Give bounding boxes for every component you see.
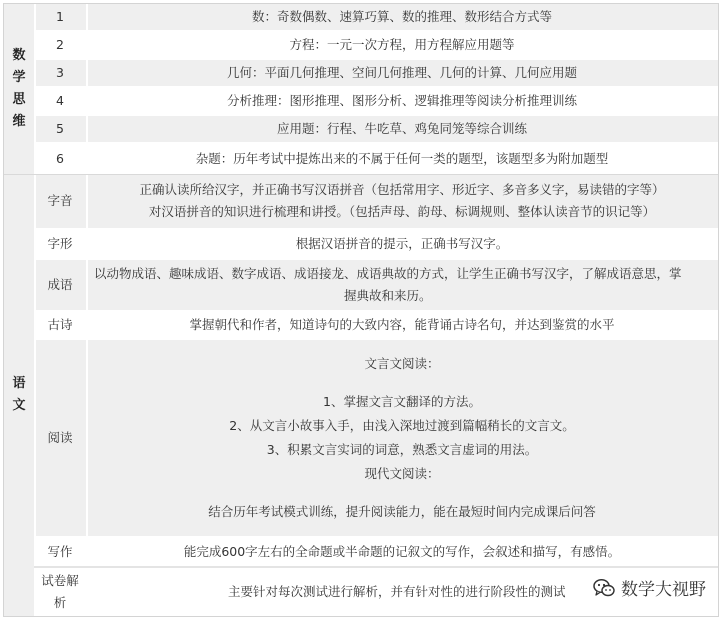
- modern-reading-text: 结合历年考试模式训练，提升阅读能力，能在最短时间内完成课后问答: [208, 504, 596, 519]
- row-content-poem: [86, 312, 718, 338]
- row-content-reading: [86, 340, 718, 536]
- section-label-math: [4, 4, 34, 174]
- modern-reading-title: 现代文阅读：: [364, 466, 440, 481]
- math-row-number-text: 1: [56, 9, 64, 24]
- row-divider: [34, 228, 718, 230]
- math-row-number-text: 6: [56, 151, 64, 166]
- row-content-glyph: [86, 230, 718, 258]
- math-row-text: 杂题：历年考试中提炼出来的不属于任何一类的题型，该题型多为附加题型: [195, 151, 609, 166]
- writing-label: 写作: [47, 544, 73, 559]
- idiom-label: 成语: [47, 277, 73, 292]
- idiom-text-line2: 握典故和来历。: [344, 288, 432, 303]
- writing-text: 能完成600字左右的全命题或半命题的记叙文的写作，会叙述和描写，有感悟。: [183, 544, 621, 559]
- glyph-label: 字形: [47, 236, 73, 251]
- classical-reading-title: 文言文阅读：: [364, 356, 440, 371]
- row-content-pinyin: [86, 174, 718, 228]
- math-row-content: [86, 4, 718, 30]
- row-divider: [34, 566, 718, 568]
- math-row-number: [34, 144, 86, 174]
- row-label-reading: [34, 340, 86, 536]
- section-divider: [4, 174, 718, 175]
- pinyin-text-line1: 正确认读所给汉字，并正确书写汉语拼音（包括常用字、形近字、多音多义字，易读错的字等）: [139, 182, 665, 197]
- math-row-number: [34, 60, 86, 86]
- row-divider: [34, 58, 718, 60]
- math-row-number: [34, 4, 86, 30]
- row-divider: [34, 310, 718, 312]
- math-row-text: 方程：一元一次方程，用方程解应用题等: [289, 37, 515, 52]
- section-label-char: 语: [12, 376, 26, 391]
- math-row-text: 数：奇数偶数、速算巧算、数的推理、数形结合方式等: [251, 9, 552, 24]
- classical-reading-item-1: 1、掌握文言文翻译的方法。: [323, 394, 481, 409]
- exam-label-line1: 试卷解: [41, 573, 79, 588]
- row-label-idiom: [34, 260, 86, 310]
- watermark-text: 数学大视野: [621, 580, 706, 600]
- classical-reading-item-2: 2、从文言小故事入手，由浅入深地过渡到篇幅稍长的文言文。: [229, 418, 575, 433]
- pinyin-label: 字音: [47, 193, 73, 208]
- math-row-content: [86, 116, 718, 142]
- section-label-chinese: [4, 174, 34, 616]
- math-row-content: [86, 144, 718, 174]
- math-row-number: [34, 116, 86, 142]
- poem-label: 古诗: [47, 317, 73, 332]
- math-row-content: [86, 60, 718, 86]
- row-divider: [34, 258, 718, 260]
- math-row-text: 分析推理：图形推理、图形分析、逻辑推理等阅读分析推理训练: [226, 93, 577, 108]
- math-row-number-text: 4: [56, 93, 64, 108]
- section-label-char: 学: [12, 70, 26, 85]
- math-row-content: [86, 88, 718, 114]
- exam-text: 主要针对每次测试进行解析，并有针对性的进行阶段性的测试: [228, 584, 566, 599]
- math-row-text: 应用题：行程、牛吃草、鸡兔同笼等综合训练: [276, 121, 527, 136]
- curriculum-table: [3, 3, 719, 617]
- math-row-number: [34, 32, 86, 58]
- math-row-content: [86, 32, 718, 58]
- math-row-number: [34, 88, 86, 114]
- classical-reading-item-3: 3、积累文言实词的词意，熟悉文言虚词的用法。: [266, 442, 538, 457]
- glyph-text: 根据汉语拼音的提示，正确书写汉字。: [295, 236, 509, 251]
- math-row-number-text: 5: [56, 121, 64, 136]
- poem-text: 掌握朝代和作者，知道诗句的大致内容，能背诵古诗名句，并达到鉴赏的水平: [189, 317, 615, 332]
- row-divider: [34, 536, 718, 538]
- math-row-text: 几何：平面几何推理、空间几何推理、几何的计算、几何应用题: [226, 65, 577, 80]
- math-row-number-text: 3: [56, 65, 64, 80]
- reading-label: 阅读: [47, 430, 73, 445]
- row-content-idiom: [86, 260, 718, 310]
- row-divider: [34, 86, 718, 88]
- math-row-number-text: 2: [56, 37, 64, 52]
- row-content-writing: [86, 538, 718, 566]
- idiom-text-line1: 以动物成语、趣味成语、数字成语、成语接龙、成语典故的方式，让学生正确书写汉字，了解成语意思，掌: [94, 266, 682, 281]
- section-label-char: 数: [12, 48, 26, 63]
- section-label-char: 文: [12, 398, 26, 413]
- row-divider: [34, 30, 718, 32]
- row-label-writing: [34, 538, 86, 566]
- row-label-glyph: [34, 230, 86, 258]
- row-divider: [34, 142, 718, 144]
- exam-label-line2: 析: [53, 595, 67, 610]
- row-label-pinyin: [34, 174, 86, 228]
- wechat-icon: [593, 578, 615, 598]
- watermark: [591, 575, 708, 600]
- row-divider: [34, 338, 718, 340]
- section-label-char: 维: [12, 114, 26, 129]
- row-label-exam: [34, 568, 86, 616]
- row-divider: [34, 114, 718, 116]
- row-label-poem: [34, 312, 86, 338]
- section-label-char: 思: [12, 92, 26, 107]
- pinyin-text-line2: 对汉语拼音的知识进行梳理和讲授。（包括声母、韵母、标调规则、整体认读音节的识记等）: [148, 204, 656, 219]
